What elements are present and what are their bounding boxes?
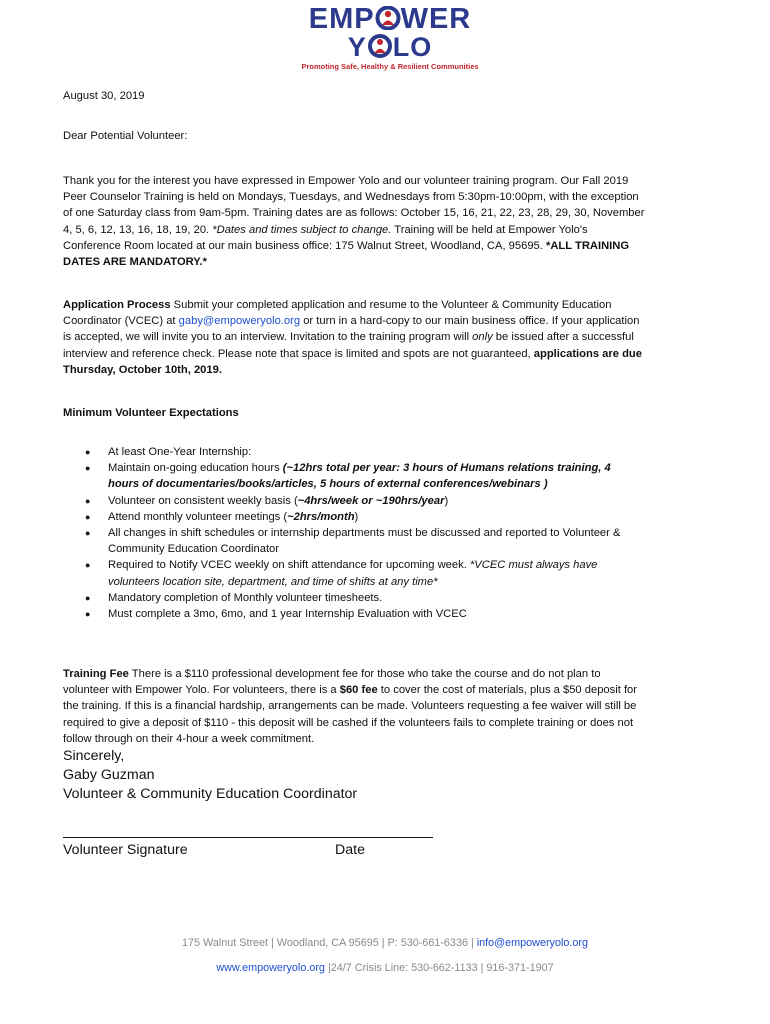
training-fee-paragraph xyxy=(63,666,648,747)
closing-block xyxy=(63,747,357,803)
list-item-text: ) xyxy=(444,494,449,507)
empower-yolo-logo xyxy=(300,4,480,74)
list-item-text: All changes in shift schedules or internship departments must be discussed and reported to Volunteer & Community Education Coordinator xyxy=(108,527,621,556)
fee-text-1: There is a $110 professional development fee for those who take the course and do not plan to volunteer with Empower Yolo. For volunteers, there is a xyxy=(63,668,601,697)
list-item-emphasis: ~4hrs/week or ~190hrs/year xyxy=(297,494,445,507)
application-process-heading: Application Process xyxy=(63,299,171,311)
logo-text-lo: LO xyxy=(392,32,433,62)
list-item xyxy=(63,460,643,492)
volunteer-signature-label: Volunteer Signature xyxy=(63,842,188,858)
logo-text-emp: EMP xyxy=(308,3,375,35)
mandatory-notice: *ALL TRAINING DATES ARE MANDATORY.* xyxy=(63,239,630,269)
list-item xyxy=(63,557,643,589)
list-item xyxy=(63,525,643,557)
list-item-text: Volunteer on consistent weekly basis ( xyxy=(108,494,298,507)
application-process-paragraph xyxy=(63,297,648,378)
list-item-text: Maintain on-going education hours xyxy=(108,462,283,475)
signer-title: Volunteer & Community Education Coordinator xyxy=(63,785,358,802)
application-text-2: or turn in a hard-copy to our main business office. If your application is accepted, we will invite you to an interview. Invitation to the training program will xyxy=(63,315,640,344)
list-item xyxy=(63,590,643,606)
training-fee-heading: Training Fee xyxy=(63,668,129,680)
application-text-1: Submit your completed application and resume to the Volunteer & Community Education Coordinator (VCEC) at xyxy=(63,299,612,328)
logo-line-1 xyxy=(300,4,480,34)
person-icon xyxy=(367,34,393,58)
footer-website-link[interactable]: www.empoweryolo.org xyxy=(216,962,325,974)
footer-email-link[interactable]: info@empoweryolo.org xyxy=(476,937,588,949)
list-item-emphasis: (~12hrs total per year: 3 hours of Humans relations training, 4 hours of documentaries/books/articles, 5 hours of external conferences/webinars ) xyxy=(108,462,611,491)
list-item-text: Mandatory completion of Monthly volunteer timesheets. xyxy=(108,591,383,604)
application-text-3: be issued after a successful interview and reference check. Please note that space is limited and spots are not guaranteed, xyxy=(63,331,634,360)
footer-address-text: 175 Walnut Street | Woodland, CA 95695 | P: 530-661-6336 | xyxy=(182,937,477,949)
logo-tagline: Promoting Safe, Healthy & Resilient Communities xyxy=(301,62,479,71)
logo-line-2 xyxy=(300,34,480,62)
expectations-list xyxy=(63,444,643,622)
intro-text: Thank you for the interest you have expressed in Empower Yolo and our volunteer training program. Our Fall 2019 Peer Counselor Training is held on Mondays, Tuesdays, and Wednesdays from 5:30pm-10:00pm, with the exception of one Saturday class from 9am-5pm. Training dates are as follows: October 15, 16, 21, 22, 23, 28, 29, 30, November 4, 5, 6, 12, 13, 16, 18, 19, 20. xyxy=(63,175,645,236)
intro-text-2: Training will be held at Empower Yolo's Conference Room located at our main business office: 175 Walnut Street, Woodland, CA, 95695. xyxy=(63,223,588,252)
intro-italic-note: *Dates and times subject to change. xyxy=(212,223,392,236)
list-item-text: Must complete a 3mo, 6mo, and 1 year Internship Evaluation with VCEC xyxy=(108,608,467,621)
footer-address xyxy=(0,937,770,949)
application-italic-only: only xyxy=(472,331,493,344)
fee-amount: $60 fee xyxy=(339,684,378,697)
coordinator-email-link[interactable]: gaby@empoweryolo.org xyxy=(178,315,301,328)
list-item-text: ) xyxy=(354,510,359,523)
logo-text-wer: WER xyxy=(400,3,472,35)
list-item xyxy=(63,606,643,622)
footer-crisis-line: |24/7 Crisis Line: 530-662-1133 | 916-371-1907 xyxy=(324,962,554,974)
expectations-heading: Minimum Volunteer Expectations xyxy=(63,407,239,419)
list-item-text: Attend monthly volunteer meetings ( xyxy=(108,510,288,523)
letter-date: August 30, 2019 xyxy=(63,90,145,102)
list-item-text: At least One-Year Internship: xyxy=(108,446,252,458)
list-item xyxy=(63,493,643,509)
person-icon xyxy=(375,6,401,30)
list-item xyxy=(63,509,643,525)
footer-contact xyxy=(0,962,770,974)
closing-sincerely: Sincerely, xyxy=(63,748,125,764)
date-label: Date xyxy=(335,842,365,858)
application-deadline: applications are due Thursday, October 10th, 2019. xyxy=(63,347,642,376)
list-item-emphasis: ~2hrs/month xyxy=(287,510,355,523)
list-item-text: Required to Notify VCEC weekly on shift attendance for upcoming week. xyxy=(108,559,470,572)
list-item xyxy=(63,444,643,460)
list-item-emphasis: *VCEC must always have volunteers location site, department, and time of shifts at any time* xyxy=(108,559,598,588)
fee-text-2: to cover the cost of materials, plus a $50 deposit for the training. If this is a financial hardship, arrangements can be made. Volunteers requesting a fee waiver will still be required to give a deposit of $110 - this deposit will be cashed if the volunteers fails to complete training or does not follow through on their 4-hour a week commitment. xyxy=(63,684,637,745)
signer-name: Gaby Guzman xyxy=(63,766,155,783)
signature-line[interactable] xyxy=(63,837,433,838)
salutation: Dear Potential Volunteer: xyxy=(63,130,188,142)
logo-text-y: Y xyxy=(347,32,367,62)
intro-paragraph xyxy=(63,173,648,270)
